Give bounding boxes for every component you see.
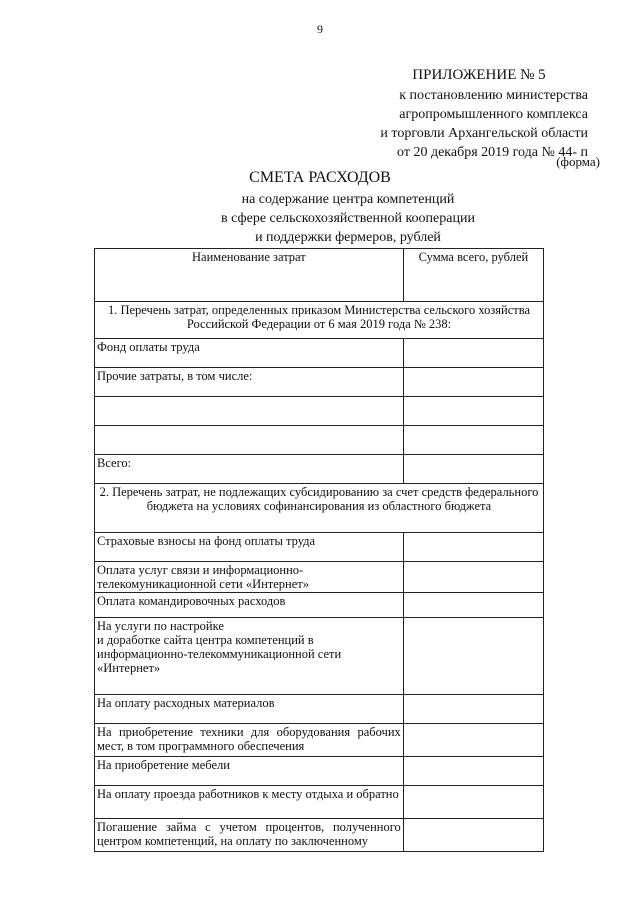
row-sum-cell xyxy=(403,724,543,757)
subtitle-line: на содержание центра компетенций xyxy=(241,192,455,207)
table-row xyxy=(95,618,544,695)
header-sum-cell: Сумма всего, рублей xyxy=(403,249,543,302)
row-name-cell: Прочие затраты, в том числе: xyxy=(95,368,404,397)
row-sum-cell xyxy=(403,455,543,484)
row-sum-cell xyxy=(403,368,543,397)
row-name-cell: На приобретение мебели xyxy=(95,757,404,786)
row-name-cell: Всего: xyxy=(95,455,404,484)
row-name-cell: На оплату расходных материалов xyxy=(95,695,404,724)
appendix-line: и торговли Архангельской области xyxy=(380,126,588,141)
section-2-heading: 2. Перечень затрат, не подлежащих субсидированию за счет средств федерального бюджета на условиях софинансирования из областного бюджета xyxy=(95,484,544,533)
row-sum-cell xyxy=(403,397,543,426)
row-name-cell xyxy=(95,426,404,455)
appendix-block xyxy=(330,66,588,162)
row-name-cell: Оплата командировочных расходов xyxy=(95,593,404,618)
table-row xyxy=(95,455,544,484)
row-name-cell: На услуги по настройке и доработке сайта центра компетенций в информационно-телекоммуникационной сети «Интернет» xyxy=(95,618,404,695)
table-header-row xyxy=(95,249,544,302)
table-row xyxy=(95,368,544,397)
table-row xyxy=(95,397,544,426)
row-name-cell: Погашение займа с учетом процентов, полученного центром компетенций, на оплату по заключенному xyxy=(95,819,404,852)
table-row xyxy=(95,533,544,562)
row-sum-cell xyxy=(403,533,543,562)
section-1-row xyxy=(95,302,544,339)
table-row xyxy=(95,593,544,618)
row-name-cell xyxy=(95,397,404,426)
row-sum-cell xyxy=(403,339,543,368)
page-number: 9 xyxy=(317,22,323,36)
document-subtitle xyxy=(0,190,640,247)
subtitle-line: в сфере сельскохозяйственной кооперации xyxy=(221,211,475,226)
appendix-line: агропромышленного комплекса xyxy=(399,107,588,122)
appendix-line: от 20 декабря 2019 года № 44- п xyxy=(397,145,588,160)
row-name-cell: На приобретение техники для оборудования рабочих мест, в том программного обеспечения xyxy=(95,724,404,757)
row-sum-cell xyxy=(403,562,543,593)
subtitle-line: и поддержки фермеров, рублей xyxy=(255,230,441,245)
row-sum-cell xyxy=(403,819,543,852)
table-row xyxy=(95,695,544,724)
row-sum-cell xyxy=(403,426,543,455)
appendix-title: ПРИЛОЖЕНИЕ № 5 xyxy=(412,67,546,83)
row-sum-cell xyxy=(403,618,543,695)
appendix-line: к постановлению министерства xyxy=(399,88,588,103)
section-2-row xyxy=(95,484,544,533)
section-1-heading: 1. Перечень затрат, определенных приказом Министерства сельского хозяйства Российской Федерации от 6 мая 2019 года № 238: xyxy=(95,302,544,339)
table-row xyxy=(95,562,544,593)
row-sum-cell xyxy=(403,786,543,819)
row-name-cell: Оплата услуг связи и информационно-телекомуникационной сети «Интернет» xyxy=(95,562,404,593)
table-row xyxy=(95,819,544,852)
row-sum-cell xyxy=(403,695,543,724)
row-sum-cell xyxy=(403,593,543,618)
document-title: СМЕТА РАСХОДОВ xyxy=(249,169,391,186)
table-row xyxy=(95,426,544,455)
row-name-cell: Страховые взносы на фонд оплаты труда xyxy=(95,533,404,562)
table-row xyxy=(95,757,544,786)
row-name-cell: Фонд оплаты труда xyxy=(95,339,404,368)
row-name-cell: На оплату проезда работников к месту отдыха и обратно xyxy=(95,786,404,819)
table-row xyxy=(95,786,544,819)
table-row xyxy=(95,724,544,757)
table-row xyxy=(95,339,544,368)
header-name-cell: Наименование затрат xyxy=(95,249,404,302)
row-sum-cell xyxy=(403,757,543,786)
budget-table xyxy=(94,248,544,852)
form-mark: (форма) xyxy=(556,154,600,169)
